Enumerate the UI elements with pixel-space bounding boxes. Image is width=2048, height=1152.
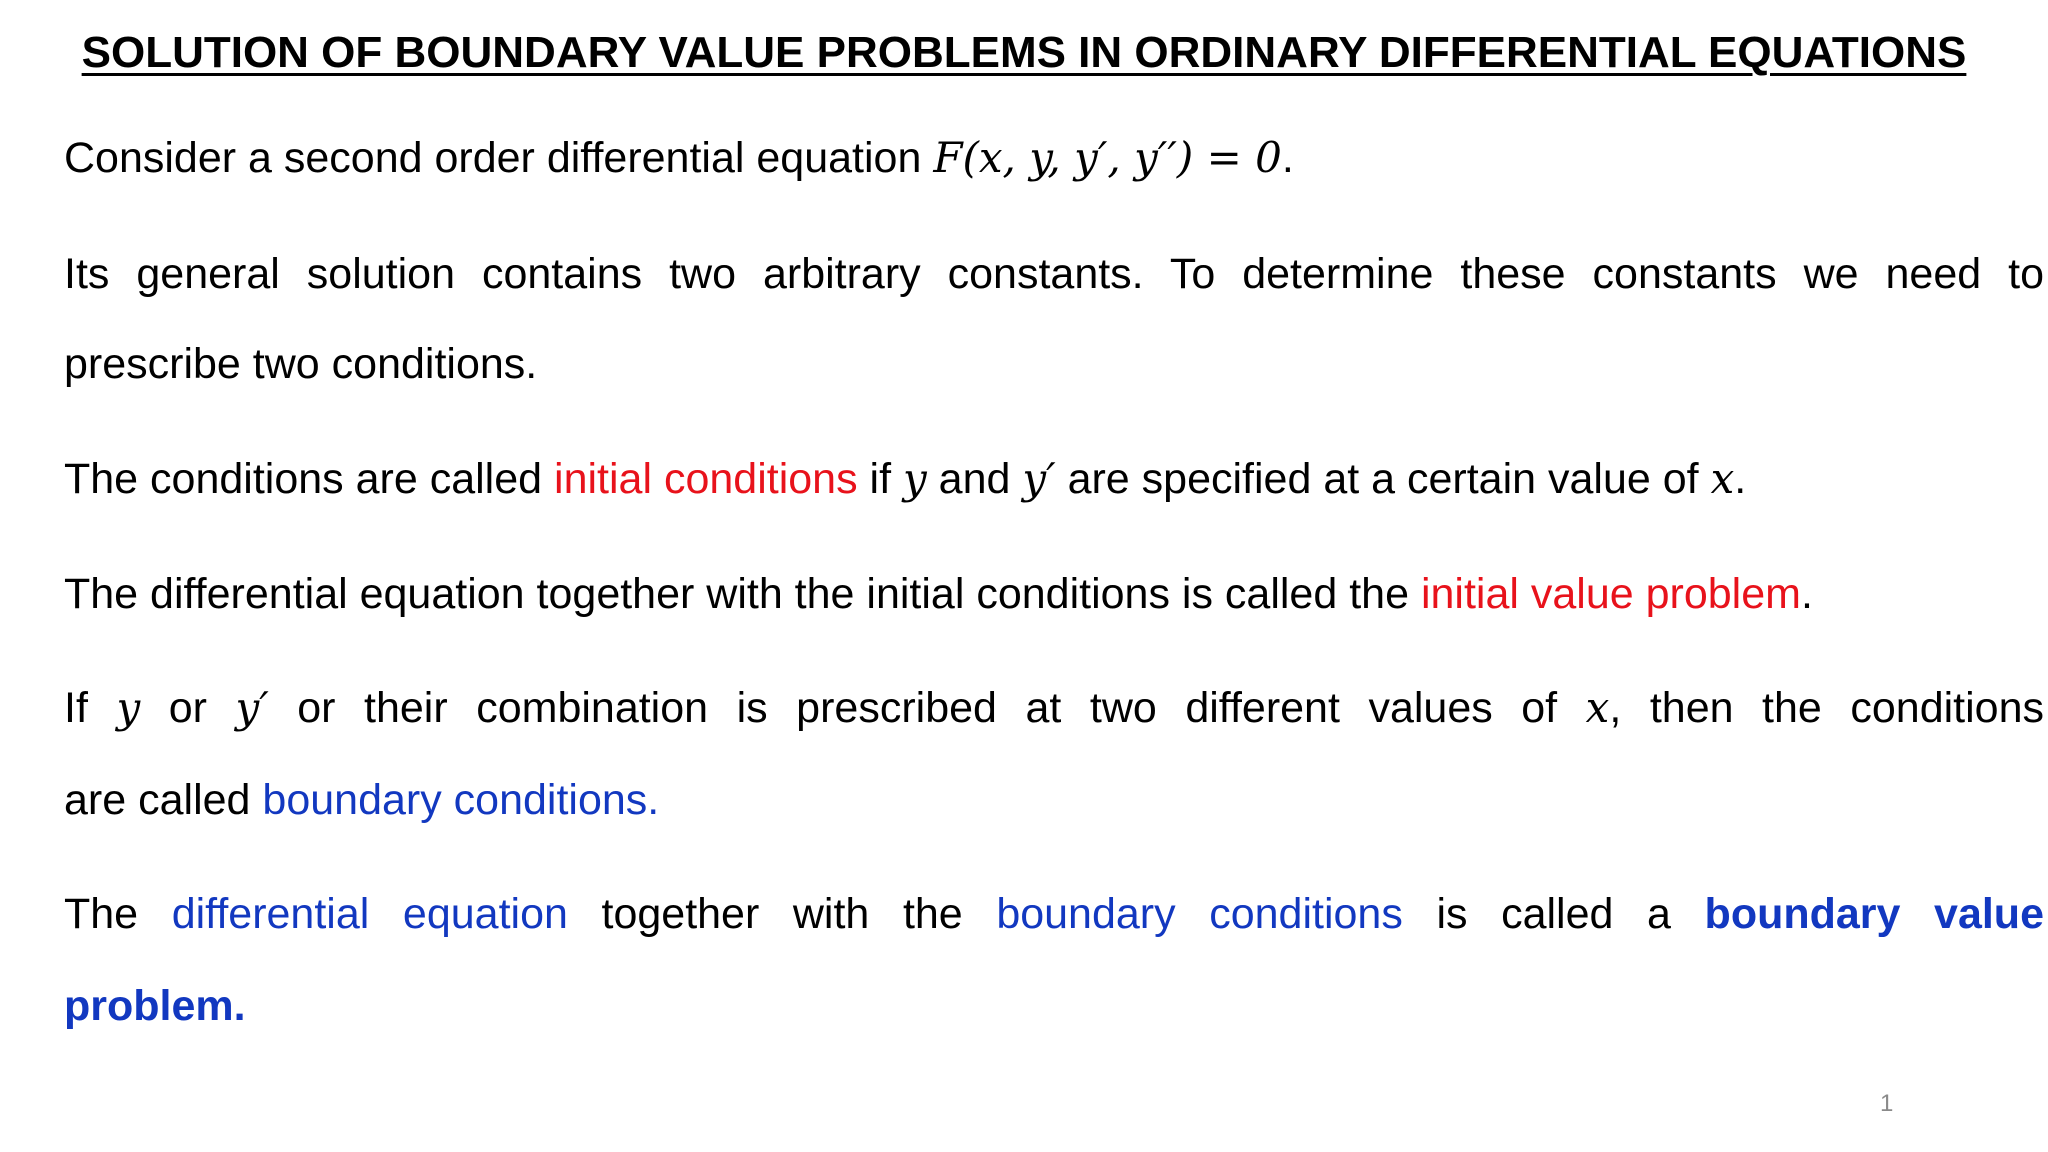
- bvp-text3: is called a: [1402, 890, 1705, 938]
- ivp-initial-value-problem-term: initial value problem: [1420, 570, 1801, 618]
- bc-text2: or: [140, 684, 236, 732]
- math-function-args: (x, y, y′, y′′) = 0: [962, 133, 1282, 182]
- page-number: 1: [1880, 1090, 1894, 1117]
- bc-line2: [64, 754, 2044, 846]
- bc-line2-text: are called: [64, 776, 263, 824]
- math-y-prime: y′: [235, 683, 269, 732]
- ic-initial-conditions-term: initial conditions: [554, 455, 858, 503]
- bvp-boundary-conditions-term: boundary conditions: [996, 890, 1403, 938]
- bvp-text2: together with the: [567, 890, 997, 938]
- intro-text: Consider a second order differential equation: [64, 134, 934, 182]
- paragraph-bvp: [64, 868, 2044, 1052]
- ivp-period: .: [1800, 570, 1813, 618]
- bc-text4: , then the conditions: [1609, 684, 2044, 732]
- ic-period: .: [1734, 455, 1747, 503]
- paragraph-initial-conditions: [64, 433, 2044, 525]
- slide-title: SOLUTION OF BOUNDARY VALUE PROBLEMS IN ORDINARY DIFFERENTIAL EQUATIONS: [81, 28, 1967, 77]
- math-y: y: [116, 683, 141, 732]
- ic-text4: are specified at a certain value of: [1055, 455, 1711, 503]
- ic-text3: and: [926, 455, 1023, 503]
- math-y: y: [902, 454, 927, 503]
- general-solution-line2: prescribe two conditions.: [64, 340, 538, 388]
- bc-text1: If: [64, 684, 117, 732]
- paragraph-ivp: [64, 548, 2044, 640]
- bc-boundary-conditions-term: boundary conditions.: [262, 776, 660, 824]
- ic-text2: if: [857, 455, 903, 503]
- general-solution-line1: Its general solution contains two arbitrary constants. To determine these constants we need to: [64, 250, 2044, 298]
- intro-period: .: [1281, 134, 1294, 182]
- paragraph-intro: [64, 112, 2044, 204]
- paragraph-general-solution: [64, 228, 2044, 410]
- math-x: x: [1710, 454, 1735, 503]
- bc-line1: [64, 662, 2044, 754]
- bc-text3: or their combination is prescribed at two different values of: [268, 684, 1586, 732]
- ic-text1: The conditions are called: [64, 455, 555, 503]
- bvp-line1: [64, 868, 2044, 960]
- math-x: x: [1585, 683, 1610, 732]
- math-F: F: [933, 133, 963, 182]
- bvp-problem-term: problem.: [64, 982, 246, 1030]
- math-y-prime: y′: [1022, 454, 1056, 503]
- bvp-text1: The: [64, 890, 172, 938]
- paragraph-boundary-conditions: [64, 662, 2044, 846]
- bvp-boundary-value-term: boundary value: [1704, 890, 2044, 938]
- ivp-text1: The differential equation together with the initial conditions is called the: [64, 570, 1421, 618]
- bvp-differential-equation-term: differential equation: [171, 890, 568, 938]
